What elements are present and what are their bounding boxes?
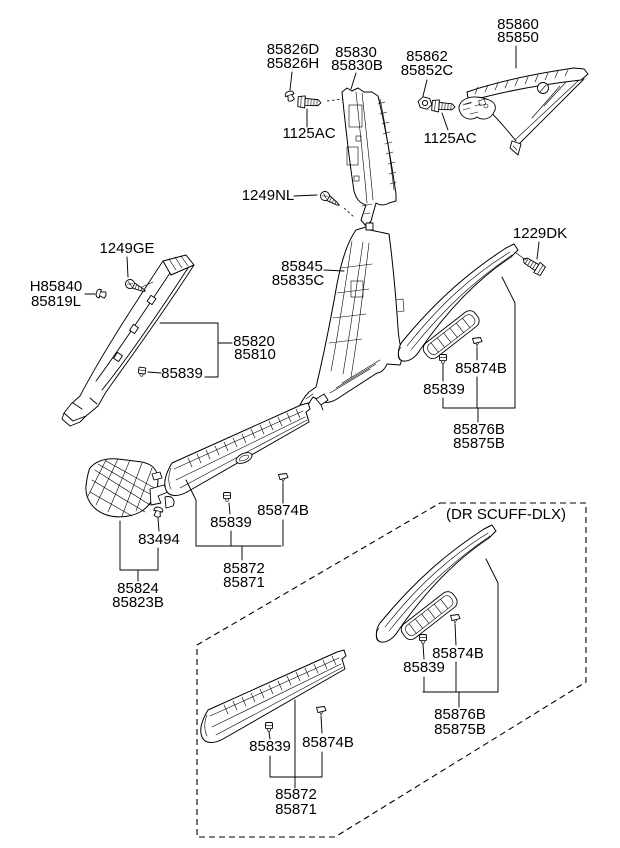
callout-85839-apillar: 85839 [161, 365, 203, 382]
clip-icon-h85840 [95, 288, 107, 299]
callout-85874b-center: 85874B [257, 502, 309, 519]
clip-icon-85839-dlx-front [420, 635, 427, 644]
callout-85875b-dlx: 85875B [434, 721, 486, 738]
callout-85874b-dlx-front: 85874B [432, 645, 484, 662]
clip-icon-85839-apillar [138, 367, 146, 377]
callout-h85840: H85840 [29, 278, 83, 295]
screw-icon-1249ge [124, 278, 147, 295]
callout-85830b: 85830B [331, 57, 383, 74]
clip-icon-85839-front [440, 355, 447, 364]
nut-icon-85862 [417, 96, 433, 110]
bracket-cowl-assembly [120, 518, 159, 581]
callout-85823b: 85823B [112, 594, 164, 611]
callout-85872-dlx: 85872 [275, 786, 317, 803]
callout-1125ac-right: 1125AC [423, 130, 477, 147]
callout-83494: 83494 [138, 531, 180, 548]
callout-1229dk: 1229DK [512, 225, 568, 242]
callout-85876b-dlx: 85876B [434, 706, 486, 723]
callout-85839-center: 85839 [210, 514, 252, 531]
clip-icon-85874b-center [279, 474, 289, 483]
clip-icon-85874b-dlx-front [451, 615, 461, 624]
b-pillar-upper-trim-part [342, 88, 396, 226]
callout-85876b-front: 85876B [453, 421, 505, 438]
callout-1125ac-left: 1125AC [282, 125, 336, 142]
dlx-front-door-scuff-trim-part [376, 525, 496, 642]
dlx-box-title: (DR SCUFF-DLX) [446, 506, 566, 523]
screw-icon-1249nl [319, 190, 342, 209]
callout-85875b-front: 85875B [453, 435, 505, 452]
dlx-option-box [197, 503, 586, 837]
callout-85830: 85830 [335, 44, 377, 61]
callout-85852c: 85852C [400, 62, 454, 79]
callout-85826h: 85826H [266, 55, 320, 72]
bolt-icon-1125ac-right [432, 99, 456, 113]
dlx-door-scuff-trim-part [201, 650, 346, 743]
callout-85871-center: 85871 [223, 574, 265, 591]
callout-85862: 85862 [406, 48, 448, 65]
callout-85826d: 85826D [266, 41, 320, 58]
callout-85810: 85810 [234, 346, 276, 363]
callout-85871-dlx: 85871 [275, 801, 317, 818]
clip-icon-83494 [153, 506, 164, 518]
clip-icon-85839-center [224, 493, 231, 502]
callout-85839-front: 85839 [423, 381, 465, 398]
callout-1249ge: 1249GE [99, 240, 155, 257]
clip-icon-85874b-front [473, 338, 483, 347]
clip-icon-85839-dlx-rear [266, 723, 273, 732]
callout-1249nl: 1249NL [241, 187, 295, 204]
callout-85874b-dlx-rear: 85874B [302, 734, 354, 751]
callout-85872-center: 85872 [223, 560, 265, 577]
callout-85845: 85845 [281, 258, 323, 275]
callout-85860: 85860 [497, 16, 539, 33]
callout-85819l: 85819L [30, 293, 82, 310]
callout-85820: 85820 [233, 333, 275, 350]
callout-85839-dlx-rear: 85839 [249, 738, 291, 755]
clip-icon-85874b-dlx-rear [317, 707, 327, 716]
bolt-icon-1229dk [520, 254, 546, 276]
quarter-inner-trim-part [459, 68, 588, 155]
clip-icon-85826 [284, 90, 296, 102]
callout-85874b-front: 85874B [455, 360, 507, 377]
front-door-scuff-trim-part [398, 244, 518, 361]
bolt-icon-1125ac-left [298, 96, 322, 109]
b-pillar-lower-trim-part [297, 223, 404, 415]
callout-85850: 85850 [497, 29, 539, 46]
callout-85835c: 85835C [271, 272, 325, 289]
callout-85824: 85824 [117, 580, 159, 597]
callout-85839-dlx-front: 85839 [403, 659, 445, 676]
